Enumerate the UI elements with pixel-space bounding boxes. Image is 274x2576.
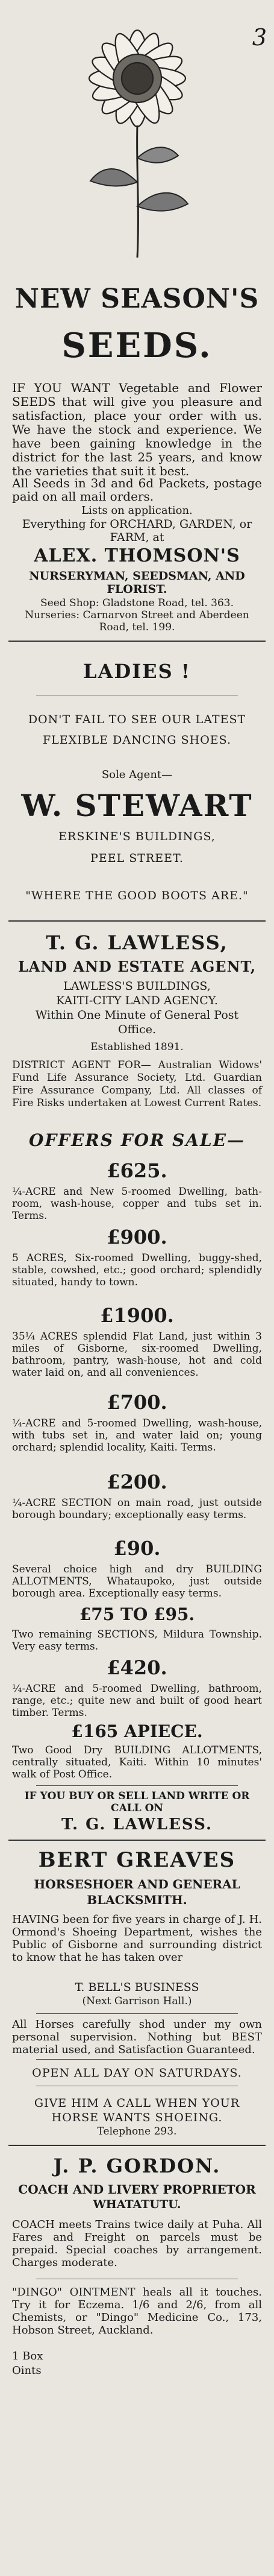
greaves-call-1: GIVE HIM A CALL WHEN YOUR (34, 2097, 240, 2110)
greaves-body: HAVING been for five years in charge of J. H. Ormond's Shoeing Department, wishes the Public of Gisborne and surrounding district to know that he has taken over (12, 1913, 262, 1964)
listing-price: £625. (107, 1159, 167, 1182)
listing-text: Two remaining SECTIONS, Mildura Township. Very easy terms. (12, 1628, 262, 1653)
greaves-trade-2: BLACKSMITH. (87, 1893, 187, 1907)
stewart-advertisement (0, 643, 274, 902)
listing-text: ¼-ACRE and 5-roomed Dwelling, wash-house, with tubs set in, and water laid on; young orchard; splendid locality, Kaiti. Terms. (12, 1417, 262, 1454)
seeds-headline-2: SEEDS. (61, 326, 213, 366)
greaves-business-sub: (Next Garrison Hall.) (82, 1995, 192, 2007)
dingo-box-1: 1 Box (12, 2350, 43, 2362)
lawless-district-agent: DISTRICT AGENT FOR— Australian Widows' Fund Life Assurance Society, Ltd. Guardian Fire Assurance Company, Ltd. All classes of Fire Risks undertaken at Lowest Current Rates. (12, 1059, 262, 1109)
greaves-telephone: Telephone 293. (97, 2125, 177, 2138)
lawless-closing-name: T. G. LAWLESS. (61, 1815, 213, 1834)
gordon-title: COACH AND LIVERY PROPRIETOR (18, 2182, 256, 2197)
seeds-body: IF YOU WANT Vegetable and Flower SEEDS that will give you pleasure and satisfaction, place your order with us. We have the stock and experience. We have been gaining knowledge in the district for the last 25 years, and know the varieties that suit it best. (12, 381, 262, 478)
seeds-shop: Seed Shop: Gladstone Road, tel. 363. (40, 597, 234, 609)
greaves-saturdays: OPEN ALL DAY ON SATURDAYS. (32, 2066, 242, 2080)
lawless-established: Established 1891. (90, 1041, 184, 1053)
lawless-closing (0, 1786, 274, 1837)
listing-text: ¼-ACRE and 5-roomed Dwelling, bathroom, range, etc.; quite new and built of good heart timber. Terms. (12, 1683, 262, 1719)
flower-illustration (59, 7, 216, 261)
lawless-location-1: Within One Minute of General Post (35, 1008, 239, 1022)
lawless-location-2: Office. (117, 1023, 157, 1036)
lawless-offers: OFFERS FOR SALE— (29, 1130, 245, 1150)
listing-price: £200. (107, 1470, 167, 1493)
ladies-heading: LADIES ! (83, 660, 191, 683)
listing-price: £1900. (100, 1304, 174, 1327)
sole-agent-label: Sole Agent— (101, 768, 173, 781)
greaves-business: T. BELL'S BUSINESS (75, 1981, 199, 1994)
listing-text: 35¼ ACRES splendid Flat Land, just within 3 miles of Gisborne, six-roomed Dwelling, bathroom, pantry, wash-house, hot and cold water laid on, and all conveniences. (12, 1331, 262, 1379)
divider-line (36, 2059, 238, 2060)
listing-price: £165 APIECE. (71, 1721, 203, 1741)
lawless-title: LAND AND ESTATE AGENT, (17, 958, 257, 975)
dingo-advertisement (0, 2282, 274, 2576)
listing-price: £900. (107, 1226, 167, 1248)
seeds-nurseries: Nurseries: Carnarvon Street and Aberdeen Road, tel. 199. (25, 609, 249, 633)
gordon-name: J. P. GORDON. (53, 2154, 221, 2177)
lawless-closing-text: IF YOU BUY OR SELL LAND WRITE OR CALL ON (24, 1790, 250, 1814)
seeds-line-2: Lists on application. (81, 504, 193, 517)
listing-text: Several choice high and dry BUILDING ALLOTMENTS, Whataupoko, just outside borough area. Exceptionally easy terms. (12, 1563, 262, 1600)
greaves-call-2: HORSE WANTS SHOEING. (51, 2111, 223, 2124)
divider-rule (8, 1840, 266, 1841)
stewart-address-1: ERSKINE'S BUILDINGS, (58, 830, 216, 843)
seeds-line-3: Everything for ORCHARD, GARDEN, or FARM, at (22, 517, 252, 544)
stewart-name: W. STEWART (21, 788, 253, 823)
greaves-guarantee: All Horses carefully shod under my own personal supervision. Nothing but BEST material used, and Satisfaction Guaranteed. (12, 2018, 262, 2056)
lawless-buildings: LAWLESS'S BUILDINGS, (63, 979, 211, 993)
listing-text: ¼-ACRE SECTION on main road, just outside borough boundary; exceptionally easy terms. (12, 1497, 262, 1521)
divider-line (36, 1785, 238, 1786)
divider-line (36, 2013, 238, 2014)
divider-rule (8, 641, 266, 642)
divider-rule (8, 2145, 266, 2146)
divider-rule (8, 920, 266, 922)
lawless-advertisement (0, 923, 274, 1791)
listing-text: Two Good Dry BUILDING ALLOTMENTS, centrally situated, Kaiti. Within 10 minutes' walk of Post Office. (12, 1744, 262, 1780)
dingo-box-2: Oints (12, 2364, 42, 2377)
listing-text: ¼-ACRE and New 5-roomed Dwelling, bath-room, wash-house, copper and tubs set in. Terms. (12, 1186, 262, 1222)
gordon-place: WHATATUTU. (93, 2198, 181, 2211)
lawless-agency: KAITI-CITY LAND AGENCY. (56, 994, 218, 1007)
lawless-name: T. G. LAWLESS, (46, 931, 228, 954)
seeds-headline-1: NEW SEASON'S (14, 283, 260, 314)
ladies-text-1: DON'T FAIL TO SEE OUR LATEST (28, 713, 246, 726)
listing-price: £420. (107, 1656, 167, 1679)
stewart-slogan: "WHERE THE GOOD BOOTS ARE." (25, 889, 249, 902)
listing-price: £90. (113, 1537, 161, 1560)
stewart-address-2: PEEL STREET. (90, 852, 184, 865)
seeds-line-1: All Seeds in 3d and 6d Packets, postage paid on all mail orders. (12, 476, 262, 504)
ladies-text-2: FLEXIBLE DANCING SHOES. (42, 733, 232, 747)
seeds-trade: NURSERYMAN, SEEDSMAN, AND FLORIST. (29, 569, 245, 596)
listing-price: £700. (107, 1391, 167, 1414)
seeds-advertisement (0, 0, 274, 633)
dingo-text: "DINGO" OINTMENT heals all it touches. Try it for Eczema. 1/6 and 2/6, from all Chemists, or "Dingo" Medicine Co., 173, Hobson Street, Auckland. (12, 2286, 262, 2337)
listing-price: £75 TO £95. (79, 1604, 195, 1624)
greaves-name: BERT GREAVES (38, 1848, 236, 1872)
seeds-name: ALEX. THOMSON'S (34, 545, 240, 566)
greaves-trade-1: HORSESHOER AND GENERAL (34, 1877, 240, 1891)
gordon-body: COACH meets Trains twice daily at Puha. All Fares and Freight on parcels must be prepaid. Special coaches by arrangement. Charges moderate. (12, 2218, 262, 2269)
listing-text: 5 ACRES, Six-roomed Dwelling, buggy-shed, stable, cowshed, etc.; good orchard; splendidly situated, handy to town. (12, 1252, 262, 1288)
corner-mark: 3 (252, 24, 267, 51)
